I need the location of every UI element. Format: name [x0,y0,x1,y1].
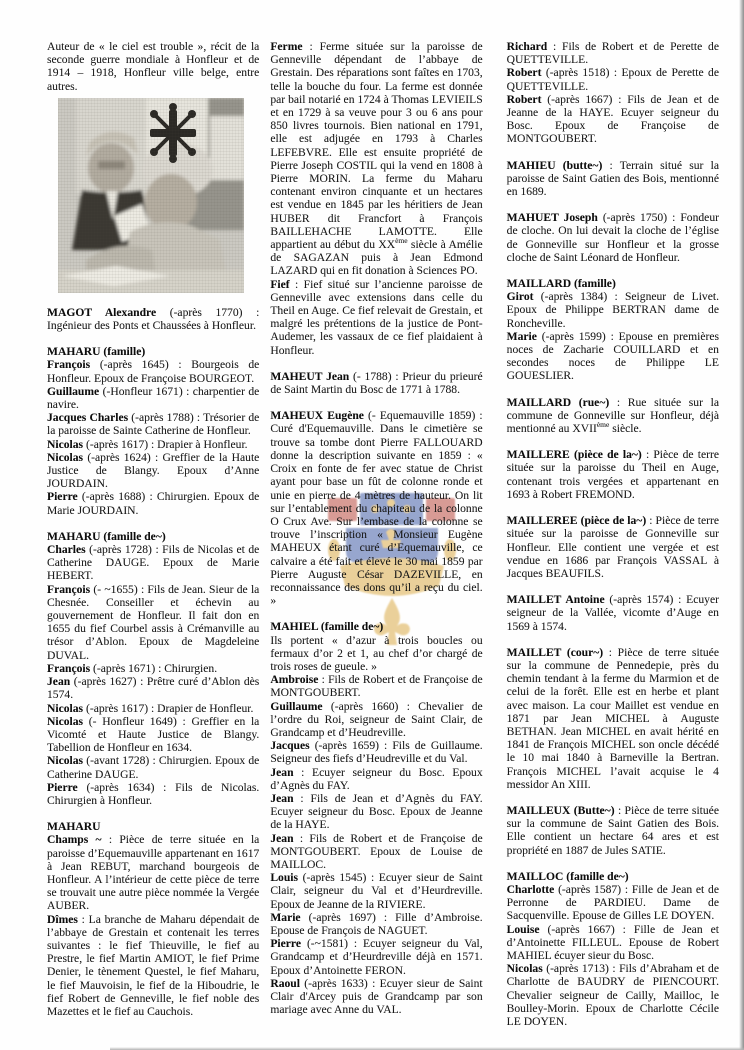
entry-text: Louis (-après 1545) : Ecuyer sieur de Saint Clair, seigneur du Val et d’Heurdreville. Epoux de Jeanne de la RIVIERE. [270,871,483,911]
entry-text: Robert (-après 1667) : Fils de Jean et de Jeanne de la HAYE. Ecuyer seigneur du Bosc. Epoux de Françoise de MONTGOUBERT. [506,92,719,146]
entry-name: Raoul [270,976,300,990]
entry-text: MAILLET (cour~) : Pièce de terre située sur la commune de Pennedepie, près du chemin tendant à la ferme du Marmion et de celui de la forêt. Elle est en herbe et plant avec maison. La cour Maillet est vendue en 1871 par Jean MICHEL à Auguste BETHAN. Jean MICHEL en avait hérité en 1841 de François MICHEL son oncle décédé le 10 mai 1840 à Barneville la Bertran. François MICHEL l’avait acquise le 4 messidor An XIII. [506,645,719,791]
entry-name: Louis [270,871,299,885]
entry-text: MAILLEREE (pièce de la~) : Pièce de terre située sur la paroisse de Gonneville sur Honfleur. Elle contient une vergée et est vendue en 1686 par François VASSAL à Jacques BEAUFILS. [506,514,719,580]
entry-text: Nicolas (-avant 1728) : Chirurgien. Epoux de Catherine DAUGE. [47,754,260,781]
entry-text: Girot (-après 1384) : Seigneur de Livet. Epoux de Philippe BERTRAN dame de Roncheville. [506,290,719,330]
entry-name: Louise [506,922,540,936]
entry-name: Champs ~ [47,833,102,847]
entry-name: Pierre [47,780,78,794]
entry-name: MAHUET Joseph [506,211,598,225]
entry-name: François [47,582,91,596]
entry-text: Jean (-après 1627) : Prêtre curé d’Ablon dès 1574. [47,675,260,702]
entry-name: Pierre [47,490,78,504]
entry-text: MAILLERE (pièce de la~) : Pièce de terre située sur la paroisse du Theil en Auge, contenant trois vergées et appartenant en 1693 à Robert FREMOND. [506,448,719,501]
entry-name: Jacques [270,739,310,753]
entry-text: Jean : Ecuyer seigneur du Bosc. Epoux d’Agnès du FAY. [270,765,483,792]
entry-name: Guillaume [270,699,323,713]
entry-text: Pierre (-après 1688) : Chirurgien. Epoux de Marie JOURDAIN. [47,490,260,517]
entry-text: MAHIEU (butte~) : Terrain situé sur la paroisse de Saint Gatien des Bois, mentionné en 1689. [506,158,719,199]
entry-text: François (-après 1645) : Bourgeois de Honfleur. Epoux de Françoise BOURGEOT. [47,358,260,385]
entry-text: François (- ~1655) : Fils de Jean. Sieur de la Chesnée. Conseiller et échevin au gouvernement de Honfleur. Il fait don en 1655 du fief Courbel assis à Crémanville au trésor d’Ablon. Epoux de Magdeleine DUVAL. [47,582,260,662]
entry-name: MAILLET (cour~) [506,645,604,659]
entry-text: Jean : Fils de Jean et d’Agnès du FAY. Ecuyer seigneur du Bosc. Epoux de Jeanne de la HAYE. [270,791,483,832]
entry-heading [270,620,482,633]
entry-heading [507,870,719,883]
scan-edge-right [739,0,744,1050]
entry-name: MAHEUT Jean [270,369,350,383]
entry-name: Ambroise [270,673,319,687]
column-right [507,40,719,1028]
entry-text: Marie (-après 1697) : Fille d’Ambroise. Epouse de François de NAGUET. [270,910,483,937]
entry-name: Fief [270,277,290,291]
entry-name: Dîmes [47,912,78,926]
entry-heading [47,820,259,833]
entry-name: MAILLOC (famille de~) [506,869,629,883]
entry-name: MAHEUX Eugène [270,409,364,423]
entry-text: MAGOT Alexandre (-après 1770) : Ingénieur des Ponts et Chaussées à Honfleur. [47,305,260,333]
entry-text: MAILLEUX (Butte~) : Pièce de terre située sur la commune de Saint Gatien des Bois. Elle contient un hectare 64 ares et est propriété en 1887 de Jules SATIE. [506,803,719,857]
entry-text: MAHEUX Eugène (- Equemauville 1859) : Curé d'Equemauville. Dans le cimetière se trouve sa tombe dont Pierre FALLOUARD donne la description suivante en 1859 : « Croix en fonte de fer avec statue de Christ ayant pour base un fût de colonne ronde et unie en pierre de 4 mètres de hauteur. On lit sur l’entablement du chapiteau de la colonne O Crux Ave. Sur l’embase de la colonne se trouve l’inscription « Monsieur Eugène MAHEUX étant curé d’Equemauville, ce calvaire a été fait et élevé le 30 mai 1859 par Pierre Auguste César DAZEVILLE, en reconnaissance des dons qu’il a reçu du ciel. » [270,409,483,608]
entry-name: Jean [270,765,294,779]
entry-text: MAILLARD (rue~) : Rue située sur la commune de Gonneville sur Honfleur, déjà mentionné au XVIIème siècle. [506,395,719,436]
entry-text: Robert (-après 1518) : Epoux de Perette de QUETTEVILLE. [506,66,719,93]
entry-text: Richard : Fils de Robert et de Perette de QUETTEVILLE. [506,40,719,67]
entry-name: MAILLEREE (pièce de la~) [506,514,647,528]
entry-name: Ferme [270,40,303,53]
entry-text: Charles (-après 1728) : Fils de Nicolas et de Catherine DAUGE. Epoux de Marie HEBERT. [47,543,260,583]
entry-text: Nicolas (- Honfleur 1649) : Greffier en la Vicomté et Haute Justice de Blangy. Tabellion de Honfleur en 1634. [47,714,260,755]
entry-name: Nicolas [506,962,543,976]
entry-name: Robert [506,92,542,106]
entry-name: Jean [270,831,294,845]
entry-name: MAILLEUX (Butte~) [506,803,615,817]
entry-name: Nicolas [47,701,84,715]
entry-name: Pierre [270,937,302,951]
entry-text: Jacques Charles (-après 1788) : Trésorier de la paroisse de Sainte Catherine de Honfleur. [47,411,260,438]
entry-name: MAILLERE (pièce de la~) [506,448,642,462]
column-left [47,40,259,1028]
entry-text: Jean : Fils de Robert et de Françoise de MONTGOUBERT. Epoux de Louise de MAILLOC. [270,831,483,871]
entry-name: Guillaume [47,384,100,398]
entry-name: Girot [506,290,534,304]
entry-name: MAHARU (famille de~) [47,529,166,543]
entry-heading [47,530,259,543]
entry-text: Guillaume (-après 1660) : Chevalier de l’ordre du Roi, seigneur de Saint Clair, de Grandcamp et d’Heudreville. [270,699,483,739]
two-men-photo [58,98,244,293]
entry-text: Guillaume (-Honfleur 1671) : charpentier de navire. [47,384,260,412]
entry-name: Jean [270,791,294,805]
entry-name: MAHIEU (butte~) [506,158,603,172]
entry-name: Nicolas [47,754,84,768]
entry-name: Richard [506,40,548,53]
entry-text: MAILLET Antoine (-après 1574) : Ecuyer seigneur de la Vallée, vicomte d’Auge en 1569 à 1574. [506,593,719,633]
entry-name: François [47,358,91,372]
entry-text: Fief : Fief situé sur l’ancienne paroisse de Genneville avec extensions dans celle du Theil en Auge. Ce fief relevait de Grestain, et malgré les prétentions de la justice de Pont-Audemer, les vassaux de ce fief plaidaient à Honfleur. [270,277,483,357]
entry-text: Nicolas (-après 1617) : Drapier à Honfleur. [47,437,248,451]
entry-name: Charlotte [506,882,555,896]
entry-text: Champs ~ : Pièce de terre située en la paroisse d’Equemauville appartenant en 1617 à Jean REBUT, marchand bourgeois de Honfleur. A l’intérieur de cette pièce de terre se trouvait une autre pièce nommée la Vergée AUBER. [47,833,260,913]
entry-name: Charles [47,543,86,557]
entry-text: Ferme : Ferme située sur la paroisse de Genneville dépendant de l’abbaye de Grestain. Des réparations sont faîtes en 1703, telle la bouche du four. La ferme est donnée par bail notarié en 1724 à Thomas LEVIEILS et en 1729 à sa veuve pour 3 ou 6 ans pour 850 livres tournois. Bien national en 1791, elle est adjugée en 1793 à Charles LEFEBVRE. Elle est ensuite propriété de Pierre Joseph COSTIL qui la vend en 1808 à Pierre MORIN. La ferme du Maharu contenant environ cinquante et un hectares est vendue en 1845 par les héritiers de Jean HUBER dit Francfort à François BAILLEHACHE LAMOTTE. Elle appartient au début du XXème siècle à Amélie de SAGAZAN puis à Jean Edmond LAZARD qui en fit donation à Sciences PO. [270,40,483,278]
entry-heading [47,345,259,358]
entry-name: Robert [506,66,542,80]
entry-text: Jacques (-après 1659) : Fils de Guillaume. Seigneur des fiefs d’Heudreville et du Val. [270,739,483,766]
entry-name: Nicolas [47,714,84,728]
column-middle [270,40,482,1028]
entry-name: MAHIEL (famille de~) [270,620,384,634]
entry-text: Ambroise : Fils de Robert et de Françoise de MONTGOUBERT. [270,673,483,700]
entry-name: Nicolas [47,450,84,464]
entry-text: Auteur de « le ciel est trouble », récit de la seconde guerre mondiale à Honfleur et de 1914 – 1918, Honfleur ville belge, entre autres. [47,40,260,93]
entry-name: Jacques Charles [47,411,129,425]
entry-name: Nicolas [47,437,84,451]
entry-name: MAILLET Antoine [506,593,605,607]
entry-name: MAILLARD (famille) [506,277,616,291]
entry-text: Marie (-après 1599) : Epouse en premières noces de Zacharie COUILLARD et en secondes noces de Philippe LE GOUESLIER. [506,329,719,383]
entry-text: Pierre (-après 1634) : Fils de Nicolas. Chirurgien à Honfleur. [47,780,260,807]
entry-name: Marie [506,329,537,343]
entry-text: Pierre (-~1581) : Ecuyer seigneur du Val, Grandcamp et d’Heurdreville déjà en 1571. Epoux d’Antoinette FERON. [270,937,483,977]
photo-image [58,98,244,293]
entry-name: François [47,661,91,675]
cross-ornament-icon [150,103,196,163]
entry-heading [507,277,719,290]
entry-text: Ils portent « d’azur à trois boucles ou fermaux d’or 2 et 1, au chef d’or chargé de trois roses de gueule. » [270,633,483,673]
entry-name: MAGOT Alexandre [47,305,157,319]
entry-text: MAHEUT Jean (- 1788) : Prieur du prieuré de Saint Martin du Bosc de 1771 à 1788. [270,369,483,397]
entry-name: MAHARU (famille) [47,345,146,359]
entry-name: Jean [47,675,71,689]
entry-text: Nicolas (-après 1713) : Fils d’Abraham et de Charlotte de BAUDRY de PIENCOURT. Chevalier seigneur de Cailly, Mailloc, le Boulley-Morin. Epoux de Charlotte Cécile LE DOYEN. [506,962,719,1028]
entry-text: Raoul (-après 1633) : Ecuyer sieur de Saint Clair d'Arcey puis de Grandcamp par son mariage avec Anne du VAL. [270,976,483,1017]
entry-text: François (-après 1671) : Chirurgien. [47,661,218,675]
entry-text: Nicolas (-après 1624) : Greffier de la Haute Justice de Blangy. Epoux d’Anne JOURDAIN. [47,450,260,491]
entry-text: Nicolas (-après 1617) : Drapier de Honfleur. [47,701,254,715]
entry-name: MAHARU [47,820,101,834]
entry-text: Dîmes : La branche de Maharu dépendait de l’abbaye de Grestain et contenait les terres suivantes : le fief Thieuville, le fief au Prestre, le fief Martin AMIOT, le fief Prime Denier, le tènement Questel, le fief Maharu, le fief Mauvoisin, le fief de la Hiboudrie, le fief Robert de Genneville, le fief noble des Mazettes et le fief au Cauchois. [47,912,260,1018]
entry-text: MAHUET Joseph (-après 1750) : Fondeur de cloche. On lui devait la cloche de l’église de Gonneville sur Honfleur et la grosse cloche de Saint Léonard de Honfleur. [506,211,719,264]
entry-name: MAILLARD (rue~) [506,395,610,409]
entry-text: Louise (-après 1667) : Fille de Jean et d’Antoinette FILLEUL. Epouse de Robert MAHIEL écuyer sieur du Bosc. [506,922,719,962]
entry-name: Marie [270,910,301,924]
entry-text: Charlotte (-après 1587) : Fille de Jean et de Perronne de PARDIEU. Dame de Sacquenville. Epouse de Gilles LE DOYEN. [506,882,719,923]
